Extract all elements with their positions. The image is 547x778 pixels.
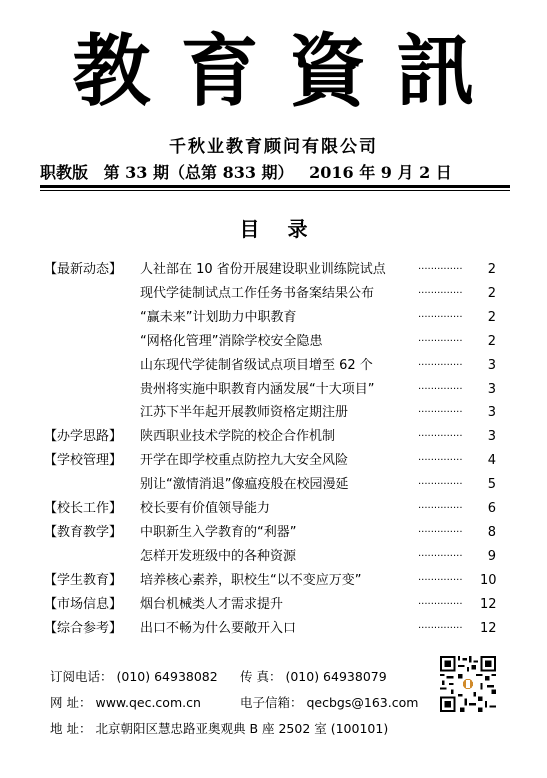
toc-title: “网格化管理”消除学校安全隐患 bbox=[140, 333, 323, 349]
toc-heading: 目录 bbox=[239, 217, 336, 241]
toc-leader-dots: ·············· bbox=[418, 264, 463, 275]
issue-date: 2016 年 9 月 2 日 bbox=[309, 163, 452, 182]
toc-entry[interactable] bbox=[0, 259, 547, 281]
toc-leader-dots: ·············· bbox=[418, 407, 463, 419]
header-rule-thin bbox=[40, 190, 510, 191]
toc-title: 山东现代学徒制省级试点项目增至 62 个 bbox=[140, 357, 373, 373]
toc-title: 贵州将实施中职教育内涵发展“十大项目” bbox=[140, 381, 375, 397]
toc-page-number: 5 bbox=[487, 477, 496, 493]
toc-leader-dots: ·············· bbox=[418, 503, 463, 514]
toc-category: 【市场信息】 bbox=[44, 596, 123, 612]
toc-title: “赢未来”计划助力中职教育 bbox=[140, 309, 297, 325]
toc-title: 江苏下半年起开展教师资格定期注册 bbox=[140, 405, 349, 421]
toc-leader-dots: ·············· bbox=[418, 598, 463, 610]
toc-page-number: 4 bbox=[487, 453, 496, 469]
toc-entry[interactable] bbox=[0, 450, 547, 472]
toc-leader-dots: ·············· bbox=[418, 431, 463, 443]
toc-entry[interactable] bbox=[0, 618, 547, 640]
issue-number: 第 33 期（总第 833 期） bbox=[103, 163, 294, 182]
toc-page-number: 2 bbox=[487, 262, 496, 277]
address-text: 北京朝阳区慧忠路亚奥观典 B 座 2502 室 (100101) bbox=[95, 721, 389, 736]
toc-leader-dots: ·············· bbox=[418, 383, 463, 395]
toc-entry[interactable] bbox=[0, 307, 547, 329]
toc-page-number: 8 bbox=[487, 524, 496, 540]
toc-title: 别让“激情消退”像瘟疫般在校园漫延 bbox=[140, 477, 349, 493]
email-label: 电子信箱： bbox=[240, 695, 303, 710]
toc-page-number: 6 bbox=[487, 501, 496, 516]
toc-leader-dots: ·············· bbox=[418, 526, 463, 538]
fax-number: (010) 64938079 bbox=[285, 669, 387, 684]
toc-category: 【教育教学】 bbox=[44, 524, 123, 540]
toc-title: 烟台机械类人才需求提升 bbox=[140, 596, 284, 612]
company-name: 千秋业教育顾问有限公司 bbox=[169, 137, 378, 157]
toc-page-number: 10 bbox=[480, 572, 497, 588]
toc-title: 开学在即学校重点防控九大安全风险 bbox=[140, 453, 349, 469]
toc-title: 出口不畅为什么要敞开入口 bbox=[140, 620, 297, 636]
toc-category: 【最新动态】 bbox=[44, 262, 123, 277]
toc-page-number: 2 bbox=[487, 309, 496, 325]
toc-page-number: 2 bbox=[487, 285, 496, 301]
toc-title: 怎样开发班级中的各种资源 bbox=[140, 548, 297, 564]
toc-entry[interactable] bbox=[0, 426, 547, 448]
toc-category: 【综合参考】 bbox=[44, 620, 123, 636]
footer-fax bbox=[240, 667, 387, 685]
footer-email bbox=[240, 693, 418, 711]
footer-address bbox=[50, 719, 388, 737]
toc-entry[interactable] bbox=[0, 522, 547, 544]
toc-page-number: 3 bbox=[487, 357, 496, 373]
toc-entry[interactable] bbox=[0, 283, 547, 305]
email-address[interactable]: qecbgs@163.com bbox=[306, 695, 419, 710]
toc-category: 【办学思路】 bbox=[44, 429, 123, 445]
toc-leader-dots: ·············· bbox=[418, 311, 463, 323]
qr-code-icon bbox=[440, 656, 496, 712]
toc-page-number: 3 bbox=[487, 429, 496, 445]
masthead-title: 教育資訊 bbox=[72, 26, 505, 117]
toc-page-number: 3 bbox=[487, 381, 496, 397]
toc-leader-dots: ·············· bbox=[418, 550, 463, 562]
toc-title: 培养核心素养，职校生“以不变应万变” bbox=[140, 572, 362, 588]
toc-title: 校长要有价值领导能力 bbox=[140, 501, 271, 516]
toc-category: 【学生教育】 bbox=[44, 572, 123, 588]
web-address[interactable]: www.qec.com.cn bbox=[95, 695, 201, 710]
toc-category: 【校长工作】 bbox=[44, 501, 123, 516]
address-label: 地 址： bbox=[50, 721, 92, 736]
toc-leader-dots: ·············· bbox=[418, 359, 463, 371]
toc-entry[interactable] bbox=[0, 379, 547, 401]
phone-number: (010) 64938082 bbox=[116, 669, 218, 684]
toc-title: 中职新生入学教育的“利器” bbox=[140, 524, 297, 540]
web-label: 网 址： bbox=[50, 695, 92, 710]
toc-leader-dots: ·············· bbox=[418, 574, 463, 586]
toc-entry[interactable] bbox=[0, 474, 547, 496]
toc-entry[interactable] bbox=[0, 594, 547, 616]
toc-title: 人社部在 10 省份开展建设职业训练院试点 bbox=[140, 262, 386, 277]
toc-leader-dots: ·············· bbox=[418, 335, 463, 347]
toc-title: 现代学徒制试点工作任务书备案结果公布 bbox=[140, 285, 375, 301]
toc-title: 陕西职业技术学院的校企合作机制 bbox=[140, 429, 336, 445]
toc-leader-dots: ·············· bbox=[418, 479, 463, 491]
footer-web bbox=[50, 693, 201, 711]
toc-leader-dots: ·············· bbox=[418, 287, 463, 299]
toc-entry[interactable] bbox=[0, 402, 547, 424]
phone-label: 订阅电话： bbox=[50, 669, 113, 684]
toc-entry[interactable] bbox=[0, 331, 547, 353]
toc-page-number: 3 bbox=[487, 405, 496, 421]
toc-page-number: 2 bbox=[487, 333, 496, 349]
toc-leader-dots: ·············· bbox=[418, 622, 463, 634]
fax-label: 传 真： bbox=[240, 669, 282, 684]
toc-entry[interactable] bbox=[0, 570, 547, 592]
toc-category: 【学校管理】 bbox=[44, 453, 123, 469]
toc-entry[interactable] bbox=[0, 355, 547, 377]
toc-entry[interactable] bbox=[0, 498, 547, 520]
toc-page-number: 9 bbox=[487, 548, 496, 564]
issue-line bbox=[40, 160, 510, 183]
footer-phone bbox=[50, 667, 218, 685]
toc-page-number: 12 bbox=[480, 596, 497, 612]
edition-label: 职教版 bbox=[40, 163, 89, 182]
toc-page-number: 12 bbox=[480, 620, 497, 636]
header-rule-thick bbox=[40, 185, 510, 188]
toc-entry[interactable] bbox=[0, 546, 547, 568]
toc-leader-dots: ·············· bbox=[418, 455, 463, 467]
